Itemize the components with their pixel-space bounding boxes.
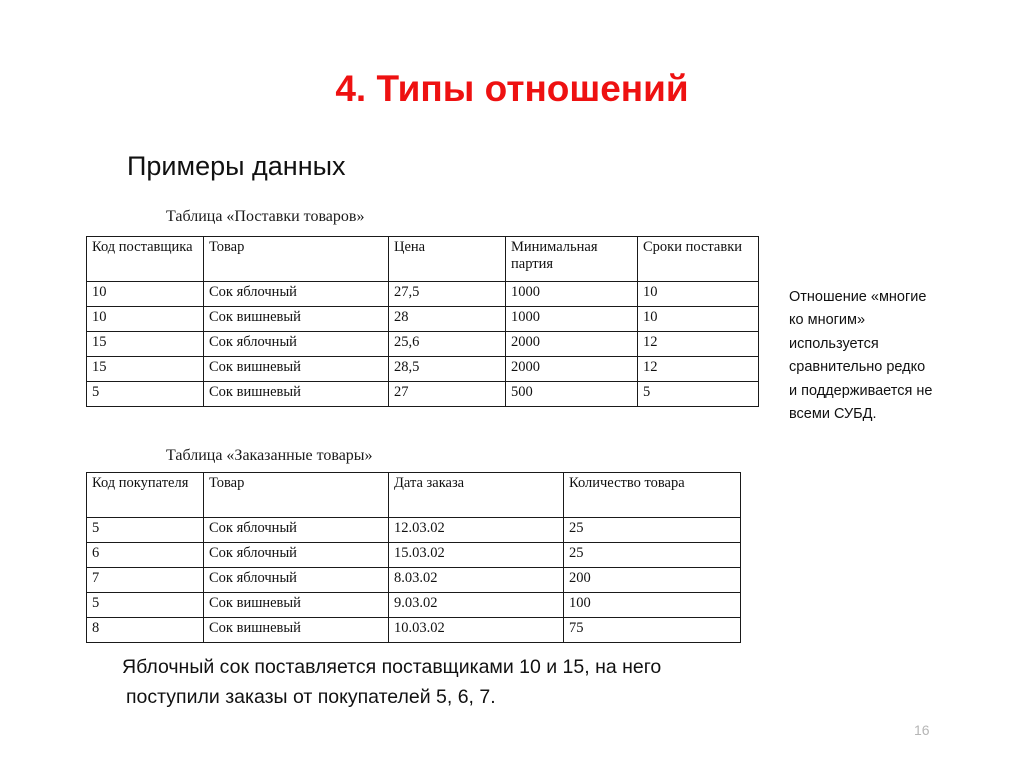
table-cell: 10 [638, 307, 759, 332]
table-row [87, 307, 759, 332]
table-row [87, 282, 759, 307]
page-number: 16 [914, 722, 930, 738]
table-cell: 10 [638, 282, 759, 307]
table-cell: 10.03.02 [389, 618, 564, 643]
table-cell: Сок яблочный [204, 543, 389, 568]
table-cell: 28 [389, 307, 506, 332]
table-cell: Сок вишневый [204, 357, 389, 382]
page-title: 4. Типы отношений [335, 68, 689, 109]
side-note-line: ко многим» [789, 312, 866, 329]
table-row [87, 357, 759, 382]
table-cell: 2000 [506, 357, 638, 382]
table-cell: 6 [87, 543, 204, 568]
table-cell: 500 [506, 382, 638, 407]
table-cell: 1000 [506, 282, 638, 307]
slide-subtitle: Примеры данных [127, 151, 346, 181]
table-cell: 5 [638, 382, 759, 407]
table-cell: 7 [87, 568, 204, 593]
table-cell: 75 [564, 618, 741, 643]
table-cell: 2000 [506, 332, 638, 357]
table-cell: 10 [87, 282, 204, 307]
column-header: Сроки поставки [638, 237, 759, 282]
table-row [87, 543, 741, 568]
column-header: Товар [204, 473, 389, 518]
table-supplies [86, 236, 759, 407]
table-cell: 12 [638, 357, 759, 382]
column-header: Количество товара [564, 473, 741, 518]
table-cell: Сок яблочный [204, 282, 389, 307]
side-note [789, 286, 986, 427]
table-cell: Сок яблочный [204, 568, 389, 593]
table-cell: 5 [87, 518, 204, 543]
table-cell: Сок вишневый [204, 382, 389, 407]
column-header: Цена [389, 237, 506, 282]
table-row [87, 518, 741, 543]
bottom-note-line: Яблочный сок поставляется поставщиками 10 и 15, на него [122, 656, 662, 678]
table-cell: 25,6 [389, 332, 506, 357]
table-cell: 28,5 [389, 357, 506, 382]
table-row [87, 568, 741, 593]
table-cell: 15 [87, 357, 204, 382]
table-row [87, 332, 759, 357]
table-cell: 27,5 [389, 282, 506, 307]
table-cell: 10 [87, 307, 204, 332]
table-cell: Сок вишневый [204, 593, 389, 618]
column-header: Код покупателя [87, 473, 204, 518]
table-cell: 15 [87, 332, 204, 357]
side-note-line: используется [789, 335, 879, 352]
table-orders [86, 472, 741, 643]
table-caption-orders: Таблица «Заказанные товары» [166, 447, 373, 464]
table-cell: Сок вишневый [204, 618, 389, 643]
table-cell: 5 [87, 382, 204, 407]
bottom-note-line: поступили заказы от покупателей 5, 6, 7. [126, 685, 496, 708]
table-cell: 27 [389, 382, 506, 407]
table-row [87, 593, 741, 618]
table-row [87, 618, 741, 643]
table-cell: 25 [564, 518, 741, 543]
column-header: Код поставщика [87, 237, 204, 282]
side-note-line: и поддерживается не [789, 382, 933, 399]
table-cell: Сок вишневый [204, 307, 389, 332]
table-cell: Сок яблочный [204, 518, 389, 543]
column-header: Товар [204, 237, 389, 282]
table-cell: 1000 [506, 307, 638, 332]
table-cell: 12 [638, 332, 759, 357]
column-header: Минимальная партия [506, 237, 638, 282]
bottom-note [122, 653, 812, 712]
table-header-row [87, 237, 759, 282]
side-note-line: всеми СУБД. [789, 406, 877, 423]
table-cell: 5 [87, 593, 204, 618]
side-note-line: Отношение «многие [789, 289, 927, 305]
table-cell: 200 [564, 568, 741, 593]
table-cell: 12.03.02 [389, 518, 564, 543]
column-header: Дата заказа [389, 473, 564, 518]
table-cell: 15.03.02 [389, 543, 564, 568]
table-header-row [87, 473, 741, 518]
table-cell: 25 [564, 543, 741, 568]
table-cell: 8 [87, 618, 204, 643]
table-cell: 8.03.02 [389, 568, 564, 593]
table-caption-supplies: Таблица «Поставки товаров» [166, 208, 365, 225]
table-cell: Сок яблочный [204, 332, 389, 357]
table-cell: 100 [564, 593, 741, 618]
table-row [87, 382, 759, 407]
table-cell: 9.03.02 [389, 593, 564, 618]
side-note-line: сравнительно редко [789, 359, 926, 376]
